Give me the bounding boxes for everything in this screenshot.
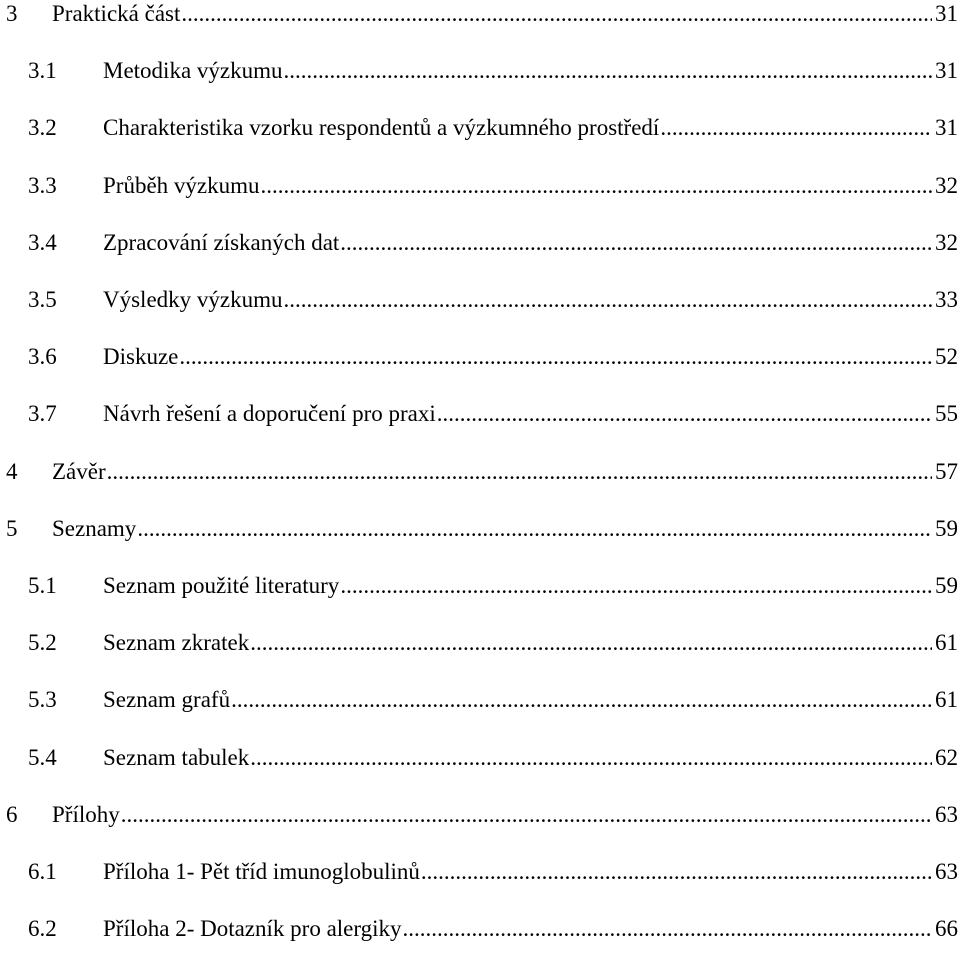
- toc-page-number: 31: [935, 1, 958, 26]
- toc-page-number: 52: [935, 344, 958, 370]
- toc-title: Metodika výzkumu: [103, 58, 283, 84]
- toc-number: 6: [6, 801, 18, 827]
- toc-title: Příloha 2- Dotazník pro alergiky: [103, 916, 402, 942]
- toc-title: Závěr: [52, 458, 106, 484]
- toc-number: 3.7: [28, 401, 57, 427]
- toc-entry[interactable]: [0, 800, 960, 830]
- toc-leader: [181, 0, 932, 29]
- toc-page-number: 32: [935, 172, 958, 198]
- toc-entry[interactable]: [0, 171, 960, 201]
- toc-entry[interactable]: [0, 228, 960, 258]
- toc-title: Návrh řešení a doporučení pro praxi: [103, 401, 436, 427]
- toc-title: Praktická část: [52, 1, 181, 26]
- toc-page-number: 32: [935, 229, 958, 255]
- toc-title: Přílohy: [52, 801, 120, 827]
- toc-leader: [660, 113, 932, 143]
- toc-number: 6.1: [28, 859, 57, 884]
- toc-entry[interactable]: [0, 628, 960, 658]
- toc-title: Charakteristika vzorku respondentů a výzkumného prostředí: [103, 115, 660, 141]
- toc-leader: [421, 857, 932, 887]
- toc-leader: [137, 514, 932, 544]
- toc-number: 3.4: [28, 229, 57, 255]
- toc-entry[interactable]: [0, 56, 960, 86]
- toc-page-number: 59: [935, 573, 958, 598]
- toc-page-number: 31: [935, 115, 958, 141]
- toc-leader: [250, 743, 932, 773]
- toc-page-number: 62: [935, 744, 958, 770]
- toc-number: 5.1: [28, 573, 57, 598]
- toc-leader: [403, 914, 932, 944]
- toc-number: 3.5: [28, 287, 57, 312]
- toc-entry[interactable]: [0, 0, 960, 29]
- toc-page-number: 66: [935, 916, 958, 942]
- toc-page-number: 31: [935, 58, 958, 84]
- toc-page-number: 59: [935, 515, 958, 541]
- toc-entry[interactable]: [0, 113, 960, 143]
- toc-leader: [231, 685, 932, 715]
- toc-entry[interactable]: [0, 457, 960, 487]
- toc-number: 3.1: [28, 58, 57, 84]
- toc-number: 5.3: [28, 687, 57, 713]
- toc-number: 5.4: [28, 744, 57, 770]
- toc-page-number: 63: [935, 859, 958, 884]
- toc-title: Průběh výzkumu: [103, 172, 260, 198]
- toc-page-number: 61: [935, 630, 958, 656]
- toc-leader: [284, 56, 933, 86]
- toc-leader: [107, 457, 932, 487]
- toc-entry[interactable]: [0, 914, 960, 944]
- toc-entry[interactable]: [0, 857, 960, 887]
- toc-title: Příloha 1- Pět tříd imunoglobulinů: [103, 859, 420, 884]
- toc-title: Zpracování získaných dat: [103, 229, 340, 255]
- toc-page-number: 55: [935, 401, 958, 427]
- toc-number: 3.6: [28, 344, 57, 370]
- toc-title: Seznam použité literatury: [103, 573, 340, 598]
- toc-leader: [340, 571, 932, 601]
- toc-number: 5.2: [28, 630, 57, 656]
- toc-page-number: 57: [935, 458, 958, 484]
- toc-page-number: 63: [935, 801, 958, 827]
- toc-number: 4: [6, 458, 18, 484]
- toc-leader: [179, 342, 932, 372]
- toc-title: Seznam grafů: [103, 687, 231, 713]
- toc-number: 3.3: [28, 172, 57, 198]
- toc-entry[interactable]: [0, 399, 960, 429]
- toc-leader: [437, 399, 932, 429]
- toc-entry[interactable]: [0, 571, 960, 601]
- toc-number: 3: [6, 1, 18, 26]
- toc-entry[interactable]: [0, 514, 960, 544]
- toc-title: Seznamy: [52, 515, 137, 541]
- toc-entry[interactable]: [0, 743, 960, 773]
- toc-number: 5: [6, 515, 18, 541]
- toc-leader: [121, 800, 932, 830]
- toc-page-number: 61: [935, 687, 958, 713]
- toc-entry[interactable]: [0, 342, 960, 372]
- toc-title: Diskuze: [103, 344, 179, 370]
- toc-leader: [284, 285, 932, 315]
- toc-leader: [340, 228, 932, 258]
- toc-entry[interactable]: [0, 285, 960, 315]
- toc-number: 6.2: [28, 916, 57, 942]
- toc-leader: [261, 171, 932, 201]
- toc-title: Seznam zkratek: [103, 630, 250, 656]
- toc-title: Seznam tabulek: [103, 744, 250, 770]
- toc-leader: [250, 628, 932, 658]
- toc-number: 3.2: [28, 115, 57, 141]
- toc-page-number: 33: [935, 287, 958, 312]
- toc-title: Výsledky výzkumu: [103, 287, 283, 312]
- toc-entry[interactable]: [0, 685, 960, 715]
